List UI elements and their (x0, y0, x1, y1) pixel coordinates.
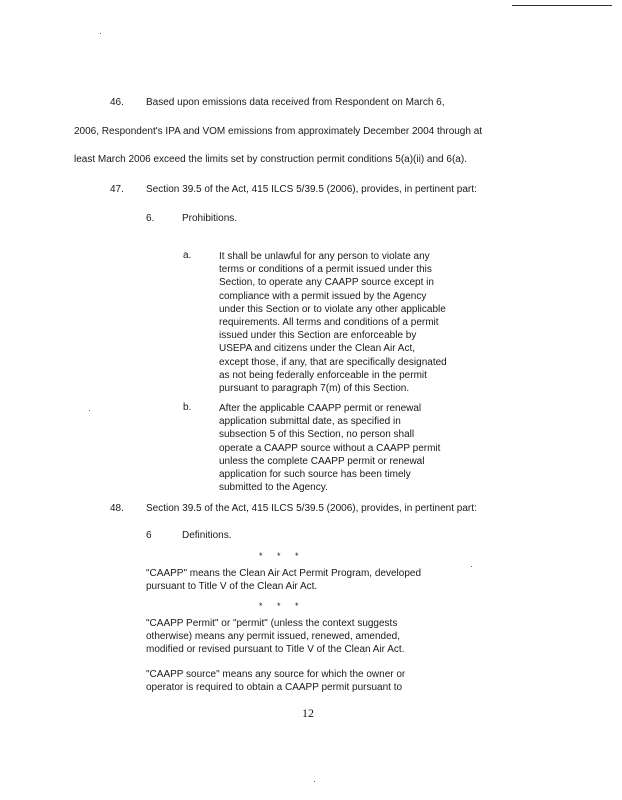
item-a-line: requirements. All terms and conditions of a permit (219, 317, 439, 329)
item-b-line: After the applicable CAAPP permit or renewal (219, 403, 422, 414)
definition-line: pursuant to Title V of the Clean Air Act. (146, 581, 318, 593)
para-48-sub-title: Definitions. (182, 530, 232, 541)
item-b-line: application for such source has been timely (219, 469, 411, 481)
definition-caapp (146, 567, 421, 593)
item-b-line: subsection 5 of this Section, no person shall (219, 429, 415, 441)
scan-speck (314, 781, 315, 782)
scan-speck (100, 33, 101, 34)
definition-caapp-source (146, 668, 405, 694)
item-a-line: It shall be unlawful for any person to violate any (219, 251, 430, 262)
item-a-line: terms or conditions of a permit issued under this (219, 264, 432, 276)
definition-line: otherwise) means any permit issued, renewed, amended, (146, 631, 401, 643)
definition-line: operator is required to obtain a CAAPP permit pursuant to (146, 682, 403, 694)
definition-line: "CAAPP Permit" or "permit" (unless the context suggests (146, 618, 398, 629)
definition-line: modified or revised pursuant to Title V of the Clean Air Act. (146, 644, 405, 656)
item-a-label: a. (183, 250, 192, 261)
item-a-line: under this Section or to violate any other applicable (219, 303, 446, 315)
item-a-line: compliance with a permit issued by the Agency (219, 290, 427, 302)
item-a-line: except those, if any, that are specifically designated (219, 356, 447, 368)
para-47-text: Section 39.5 of the Act, 415 ILCS 5/39.5 (2006), provides, in pertinent part: (146, 184, 477, 195)
item-b-line: submitted to the Agency. (219, 482, 328, 494)
item-a-text (219, 250, 447, 395)
para-46-line-1: Based upon emissions data received from Respondent on March 6, (146, 97, 445, 108)
definition-line: "CAAPP source" means any source for which the owner or (146, 669, 406, 680)
header-rule (512, 5, 612, 6)
item-a-line: USEPA and citizens under the Clean Air Act, (219, 343, 416, 355)
para-47-sub-title: Prohibitions. (182, 213, 238, 224)
item-a-line: pursuant to paragraph 7(m) of this Section. (219, 383, 410, 395)
para-47-number: 47. (110, 184, 124, 195)
scan-speck (471, 566, 472, 567)
item-a-line: issued under this Section are enforceable by (219, 330, 417, 342)
para-48-sub-number: 6 (146, 530, 152, 541)
ellipsis-2: * * * (259, 601, 305, 611)
item-b-line: application submittal date, as specified in (219, 416, 401, 428)
item-b-text (219, 402, 440, 494)
item-a-line: Section, to operate any CAAPP source except in (219, 277, 434, 289)
para-46-line-3: least March 2006 exceed the limits set by construction permit conditions 5(a)(ii) and 6(a). (74, 154, 467, 165)
definition-caapp-permit (146, 617, 404, 657)
page-number: 12 (302, 706, 314, 720)
item-b-line: unless the complete CAAPP permit or renewal (219, 455, 425, 467)
definition-line: "CAAPP" means the Clean Air Act Permit Program, developed (146, 568, 422, 579)
para-47-sub-number: 6. (146, 213, 155, 224)
item-b-label: b. (183, 402, 192, 413)
para-46-number: 46. (110, 97, 124, 108)
item-b-line: operate a CAAPP source without a CAAPP permit (219, 442, 441, 454)
ellipsis-1: * * * (259, 551, 305, 561)
para-48-number: 48. (110, 503, 124, 514)
scan-speck (89, 410, 90, 411)
para-48-text: Section 39.5 of the Act, 415 ILCS 5/39.5 (2006), provides, in pertinent part: (146, 503, 477, 514)
para-46-line-2: 2006, Respondent's IPA and VOM emissions from approximately December 2004 through at (74, 126, 483, 137)
item-a-line: as not being federally enforceable in the permit (219, 369, 427, 381)
